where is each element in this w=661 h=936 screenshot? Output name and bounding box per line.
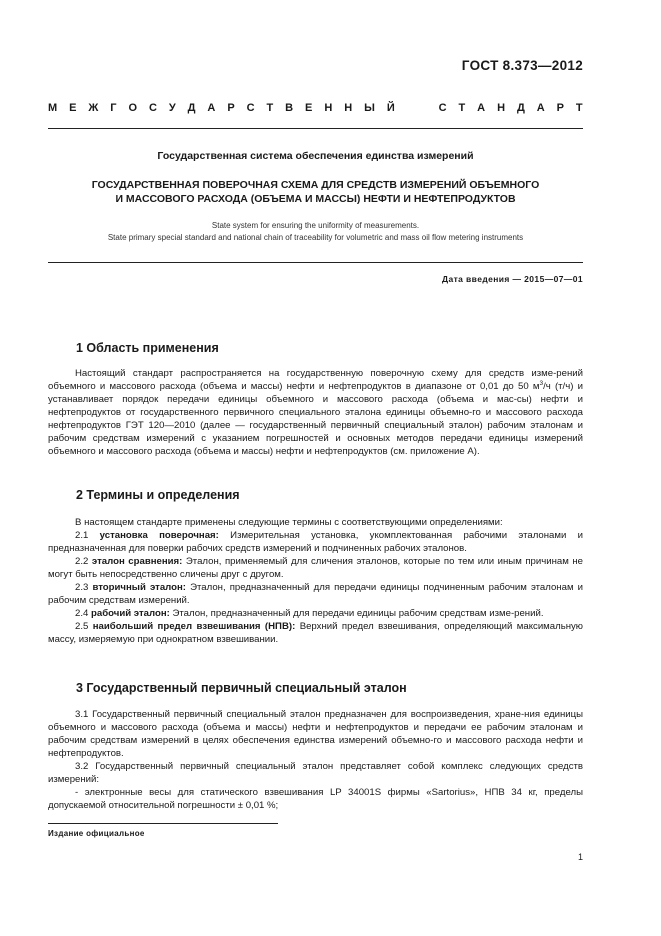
banner-letter: Р	[556, 102, 564, 114]
section-3-paragraph-1: 3.1 Государственный первичный специальный эталон предназначен для воспроизведения, хране-ния единицы объемного и массового расхода (объема и массы) нефти и нефтепродуктов и передачи ее рабочим эталонам и рабочим средствам измерений в целях обеспечения единства измерений объемно-го и массового расхода нефти и нефтепродуктов.	[48, 709, 583, 759]
title-rule	[48, 262, 583, 263]
banner-letter: С	[148, 102, 157, 114]
term-name: наибольший предел взвешивания (НПВ):	[92, 621, 296, 632]
banner-letter: Ж	[88, 102, 99, 114]
banner-letter: Г	[110, 102, 117, 114]
section-1-heading: 1 Область применения	[76, 341, 219, 355]
section-3-heading: 3 Государственный первичный специальный эталон	[76, 681, 407, 695]
introduction-date: Дата введения — 2015—07—01	[442, 274, 583, 284]
banner-letter: А	[207, 102, 216, 114]
system-title: Государственная система обеспечения единства измерений	[157, 150, 474, 162]
banner-letter: Е	[305, 102, 313, 114]
footer-rule	[48, 823, 278, 824]
main-title-line-1: ГОСУДАРСТВЕННАЯ ПОВЕРОЧНАЯ СХЕМА ДЛЯ СРЕДСТВ ИЗМЕРЕНИЙ ОБЪЕМНОГО	[91, 179, 540, 191]
english-title-line-1: State system for ensuring the uniformity of measurements.	[211, 221, 420, 230]
banner-letter: Н	[344, 102, 353, 114]
section-1-text-a: Настоящий стандарт распространяется на государственную поверочную схему для средств изме-рений объемного и массового расхода (объема и массы) нефти и нефтепродуктов в диапазоне от 0,01 до 50 м	[48, 368, 583, 392]
banner-letter: Й	[386, 102, 395, 114]
section-1-paragraph	[48, 367, 583, 458]
term-number: 2.4	[75, 608, 89, 619]
banner-letter: Т	[458, 102, 466, 114]
page-number: 1	[577, 852, 583, 862]
term-number: 2.2	[75, 556, 89, 567]
term-name: эталон сравнения:	[91, 556, 183, 567]
banner-letter: А	[477, 102, 486, 114]
official-edition-label: Издание официальное	[48, 829, 145, 838]
term-name: вторичный эталон:	[92, 582, 186, 593]
english-title	[48, 220, 583, 243]
section-2-heading: 2 Термины и определения	[76, 488, 240, 502]
banner-letter: Т	[266, 102, 274, 114]
main-title-line-2: И МАССОВОГО РАСХОДА (ОБЪЕМА И МАССЫ) НЕФТИ И НЕФТЕПРОДУКТОВ	[115, 193, 516, 205]
banner-letter: Р	[227, 102, 235, 114]
banner-letter: С	[438, 102, 447, 114]
term-number: 2.1	[75, 530, 89, 541]
section-2-body	[48, 516, 583, 646]
term-2-4	[48, 607, 583, 620]
term-number: 2.5	[75, 621, 89, 632]
term-definition: Эталон, применяемый для сличения эталонов, которые по тем или иным причинам не могут быть непосредственно сличены друг с другом.	[48, 556, 584, 580]
banner-letter: М	[48, 102, 58, 114]
banner-letter: Н	[497, 102, 506, 114]
term-name: рабочий эталон:	[91, 608, 170, 619]
term-definition: Измерительная установка, укомплектованная рабочими эталонами и предназначенная для поверки рабочих средств измерений и подчиненных рабочих эталонов.	[48, 530, 584, 554]
header-rule	[48, 128, 583, 129]
main-title	[48, 178, 583, 206]
term-definition: Эталон, предназначенный для передачи единицы рабочим средствам изме-рений.	[172, 608, 544, 619]
term-2-1	[48, 529, 583, 555]
banner-letter: В	[285, 102, 294, 114]
superscript-3: 3	[539, 379, 544, 387]
banner-letter: У	[168, 102, 176, 114]
term-definition: Верхний предел взвешивания, определяющий максимальную массу, измеряемую при однократном взвешивании.	[48, 621, 583, 645]
term-definition: Эталон, предназначенный для передачи единицы подчиненным рабочим эталонам и рабочим средствам измерений.	[48, 582, 583, 606]
term-2-2	[48, 555, 583, 581]
banner-letter: С	[246, 102, 255, 114]
banner-letter: Д	[187, 102, 196, 114]
section-3-paragraph-2: 3.2 Государственный первичный специальный эталон представляет собой комплекс следующих средств измерений:	[48, 761, 583, 785]
english-title-line-2: State primary special standard and national chain of traceability for volumetric and mass oil flow metering instruments	[107, 232, 524, 242]
section-1-text-b: /ч (т/ч) и устанавливает порядок передачи единицы объемного и массового расхода (объема и мас-сы) нефти и нефтепродуктов от государственного первичного специального эталона единицы объемно-го и массового расхода нефтепродуктов ГЭТ 120—2010 (далее — государственный первичный специальный эталон) рабочим эталонам и рабочим средствам измерений с указанием погрешностей и основных методов передачи единицы измерений объемного и массового расхода (объема и массы) нефти и нефтепродуктов (см. приложение А).	[48, 381, 583, 457]
section-3-paragraph-3: - электронные весы для статического взвешивания LP 34001S фирмы «Sartorius», НПВ 34 кг, пределы допускаемой относительной погрешности ± 0,01 %;	[48, 787, 583, 811]
section-2-intro: В настоящем стандарте применены следующие термины с соответствующими определениями:	[75, 517, 503, 528]
interstate-standard-banner	[48, 100, 583, 116]
term-2-3	[48, 581, 583, 607]
term-number: 2.3	[75, 582, 89, 593]
banner-letter: Е	[69, 102, 77, 114]
banner-letter: Д	[516, 102, 525, 114]
banner-letter: А	[536, 102, 545, 114]
banner-letter: Т	[575, 102, 583, 114]
banner-letter: Н	[324, 102, 333, 114]
document-number: ГОСТ 8.373—2012	[461, 58, 583, 73]
banner-letter: Ы	[364, 102, 375, 114]
section-3-body	[48, 708, 583, 812]
term-name: установка поверочная:	[99, 530, 219, 541]
banner-letter: О	[128, 102, 138, 114]
term-2-5	[48, 620, 583, 646]
